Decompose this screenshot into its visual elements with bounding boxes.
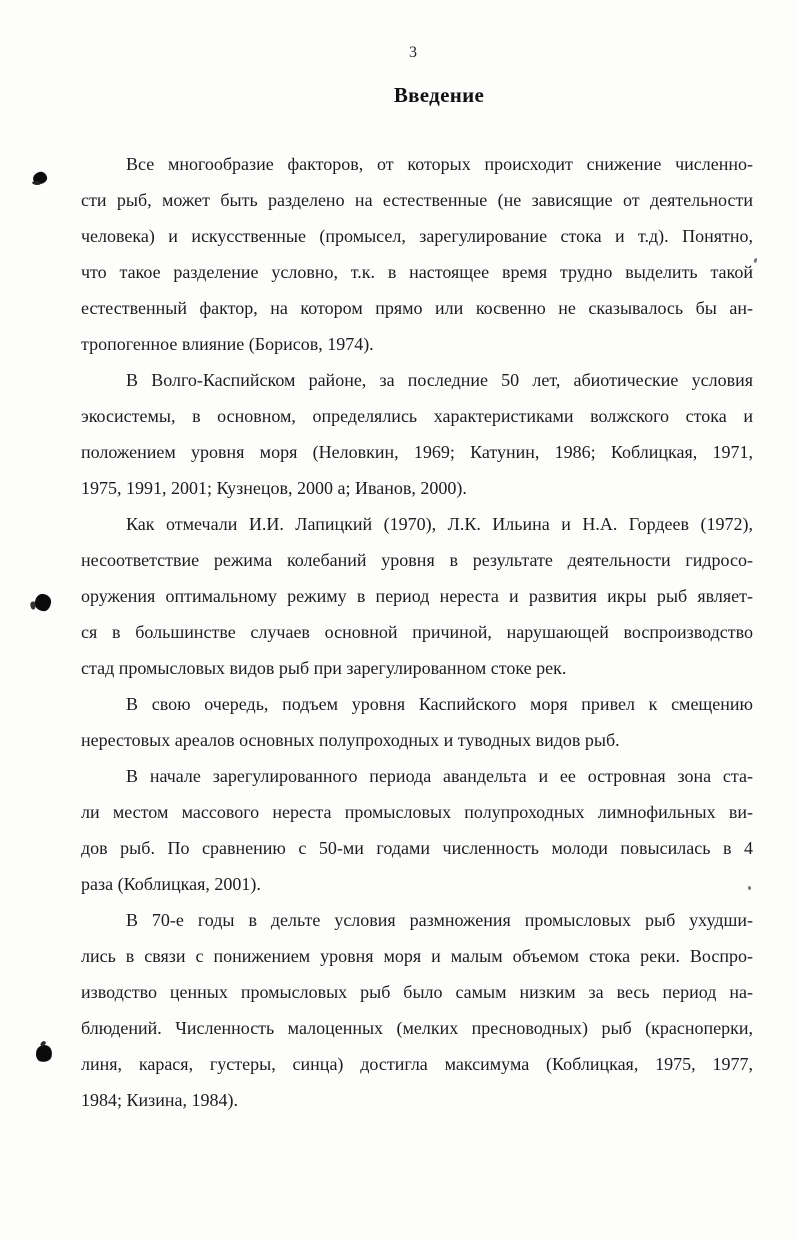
text-line: В Волго-Каспийском районе, за последние 50 лет, абиотические условия bbox=[126, 370, 753, 390]
text-line: В 70-е годы в дельте условия размножения промысловых рыб ухудши- bbox=[126, 910, 753, 930]
ink-blot-artifact bbox=[34, 593, 52, 612]
text-line: блюдений. Численность малоценных (мелких пресноводных) рыб (красноперки, bbox=[81, 1018, 753, 1038]
paragraph-3 bbox=[81, 506, 753, 686]
text-line: Все многообразие факторов, от которых происходит снижение численно- bbox=[126, 154, 753, 174]
text-line: положением уровня моря (Неловкин, 1969; Катунин, 1986; Коблицкая, 1971, bbox=[81, 442, 753, 462]
text-line: сти рыб, может быть разделено на естественные (не зависящие от деятельности bbox=[81, 190, 753, 210]
page-number: 3 bbox=[409, 44, 417, 61]
scan-speck-artifact bbox=[753, 258, 758, 264]
text-line: стад промысловых видов рыб при зарегулированном стоке рек. bbox=[81, 658, 567, 678]
paragraph-4 bbox=[81, 686, 753, 758]
text-line: что такое разделение условно, т.к. в настоящее время трудно выделить такой bbox=[81, 262, 753, 282]
text-line: 1984; Кизина, 1984). bbox=[81, 1090, 238, 1110]
text-line: изводство ценных промысловых рыб было самым низким за весь период на- bbox=[81, 982, 753, 1002]
paragraph-2 bbox=[81, 362, 753, 506]
text-line: дов рыб. По сравнению с 50-ми годами численность молоди повысилась в 4 bbox=[81, 838, 753, 858]
body-text bbox=[81, 146, 753, 1118]
text-line: несоответствие режима колебаний уровня в результате деятельности гидросо- bbox=[81, 550, 753, 570]
ink-blot-artifact bbox=[34, 1044, 53, 1064]
text-line: раза (Коблицкая, 2001). bbox=[81, 874, 261, 894]
text-line: оружения оптимальному режиму в период нереста и развития икры рыб являет- bbox=[81, 586, 753, 606]
text-line: В начале зарегулированного периода авандельта и ее островная зона ста- bbox=[126, 766, 753, 786]
text-line: линя, карася, густеры, синца) достигла максимума (Коблицкая, 1975, 1977, bbox=[81, 1054, 753, 1074]
text-line: В свою очередь, подъем уровня Каспийского моря привел к смещению bbox=[126, 694, 753, 714]
paragraph-5 bbox=[81, 758, 753, 902]
text-line: ли местом массового нереста промысловых полупроходных лимнофильных ви- bbox=[81, 802, 753, 822]
text-line: тропогенное влияние (Борисов, 1974). bbox=[81, 334, 374, 354]
text-line: человека) и искусственные (промысел, зарегулирование стока и т.д). Понятно, bbox=[81, 226, 753, 246]
ink-blot-artifact bbox=[32, 170, 48, 185]
paragraph-6 bbox=[81, 902, 753, 1118]
text-line: лись в связи с понижением уровня моря и малым объемом стока реки. Воспро- bbox=[81, 946, 753, 966]
section-title: Введение bbox=[393, 83, 485, 107]
paragraph-1 bbox=[81, 146, 753, 362]
text-line: естественный фактор, на котором прямо или косвенно не сказывалось бы ан- bbox=[81, 298, 753, 318]
text-line: экосистемы, в основном, определялись характеристиками волжского стока и bbox=[81, 406, 753, 426]
text-line: ся в большинстве случаев основной причиной, нарушающей воспроизводство bbox=[81, 622, 753, 642]
text-line: нерестовых ареалов основных полупроходных и туводных видов рыб. bbox=[81, 730, 620, 750]
text-line: Как отмечали И.И. Лапицкий (1970), Л.К. Ильина и Н.А. Гордеев (1972), bbox=[126, 514, 753, 534]
text-line: 1975, 1991, 2001; Кузнецов, 2000 а; Иванов, 2000). bbox=[81, 478, 467, 498]
